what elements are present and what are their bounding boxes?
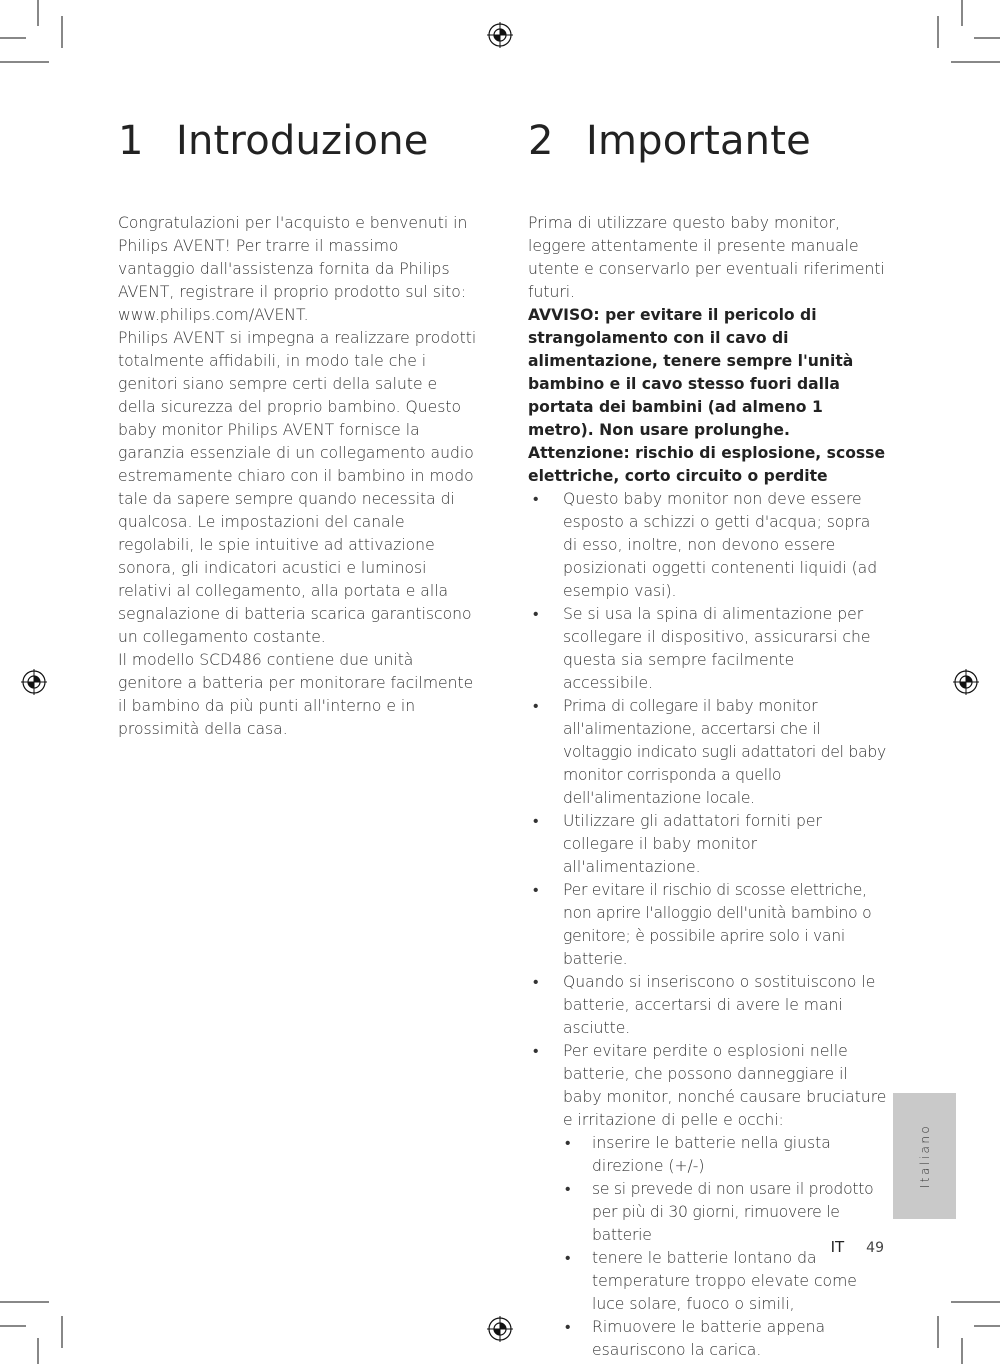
warning-paragraph: AVVISO: per evitare il pericolo di strangolamento con il cavo di alimentazione, tenere sempre l'unità bambino e il cavo stesso fuori dalla portata dei bambini (ad almeno 1 metro). Non usare prolunghe. (528, 306, 854, 439)
list-item: • Se si usa la spina di alimentazione per scollegare il dispositivo, assicurarsi che questa sia sempre facilmente accessibile. (528, 603, 888, 695)
list-item (528, 1040, 888, 1362)
list-item: • Per evitare il rischio di scosse elettriche, non aprire l'alloggio dell'unità bambino o genitore; è possibile aprire solo i vani batterie. (528, 879, 888, 971)
sub-list-item: • Rimuovere le batterie appena esauriscono la carica. (563, 1316, 888, 1362)
paragraph: Il modello SCD486 contiene due unità genitore a batteria per monitorare facilmente il bambino da più punti all'interno e in prossimità della casa. (118, 651, 474, 738)
section-number: 2 (528, 118, 554, 164)
paragraph: Congratulazioni per l'acquisto e benvenuti in Philips AVENT! Per trarre il massimo vantaggio dall'assistenza fornita da Philips AVENT, registrare il proprio prodotto sul sito: www.philips.com/AVENT. (118, 214, 468, 324)
list-item-text: Per evitare perdite o esplosioni nelle batterie, che possono danneggiare il baby monitor, nonché causare bruciature e irritazione di pelle e occhi: (563, 1042, 887, 1129)
section-heading (118, 118, 478, 164)
introduction-section (118, 118, 478, 741)
section-title: Introduzione (176, 118, 429, 164)
sub-list-item: • inserire le batterie nella giusta direzione (+/-) (563, 1132, 888, 1178)
page-number: 49 (866, 1240, 884, 1256)
section-heading (528, 118, 888, 164)
section-title: Importante (586, 118, 811, 164)
intro-paragraph: Prima di utilizzare questo baby monitor, leggere attentamente il presente manuale utente e conservarlo per eventuali riferimenti futuri. (528, 214, 885, 301)
registration-mark-icon (487, 1316, 513, 1342)
safety-list (528, 488, 888, 1362)
language-side-tab (893, 1093, 956, 1219)
caution-paragraph: Attenzione: rischio di esplosione, scosse elettriche, corto circuito o perdite (528, 444, 886, 485)
footer-language: IT (830, 1238, 845, 1256)
registration-mark-icon (21, 669, 47, 695)
list-item: • Quando si inseriscono o sostituiscono le batterie, accertarsi di avere le mani asciutte. (528, 971, 888, 1040)
sub-list-item: • se si prevede di non usare il prodotto per più di 30 giorni, rimuovere le batterie (563, 1178, 888, 1247)
page-footer (800, 1238, 884, 1256)
language-side-tab-label: Italiano (917, 1123, 932, 1189)
list-item: • Utilizzare gli adattatori forniti per collegare il baby monitor all'alimentazione. (528, 810, 888, 879)
important-body (528, 212, 888, 1362)
introduction-body (118, 212, 478, 741)
section-number: 1 (118, 118, 144, 164)
important-section (528, 118, 888, 1362)
list-item: • Questo baby monitor non deve essere esposto a schizzi o getti d'acqua; sopra di esso, inoltre, non devono essere posizionati oggetti contenenti liquidi (ad esempio vasi). (528, 488, 888, 603)
sub-list-item: • tenere le batterie lontano da temperature troppo elevate come luce solare, fuoco o simili, (563, 1247, 888, 1316)
registration-mark-icon (953, 669, 979, 695)
registration-mark-icon (487, 22, 513, 48)
list-item: • Prima di collegare il baby monitor all'alimentazione, accertarsi che il voltaggio indicato sugli adattatori del baby monitor corrisponda a quello dell'alimentazione locale. (528, 695, 888, 810)
paragraph: Philips AVENT si impegna a realizzare prodotti totalmente affidabili, in modo tale che i genitori siano sempre certi della salute e della sicurezza del proprio bambino. Questo baby monitor Philips AVENT fornisce la garanzia essenziale di un collegamento audio estremamente chiaro con il bambino in modo tale da sapere sempre quando necessita di qualcosa. Le impostazioni del canale regolabili, le spie intuitive ad attivazione sonora, gli indicatori acustici e luminosi relativi al collegamento, alla portata e alla segnalazione di batteria scarica garantiscono un collegamento costante. (118, 329, 477, 646)
